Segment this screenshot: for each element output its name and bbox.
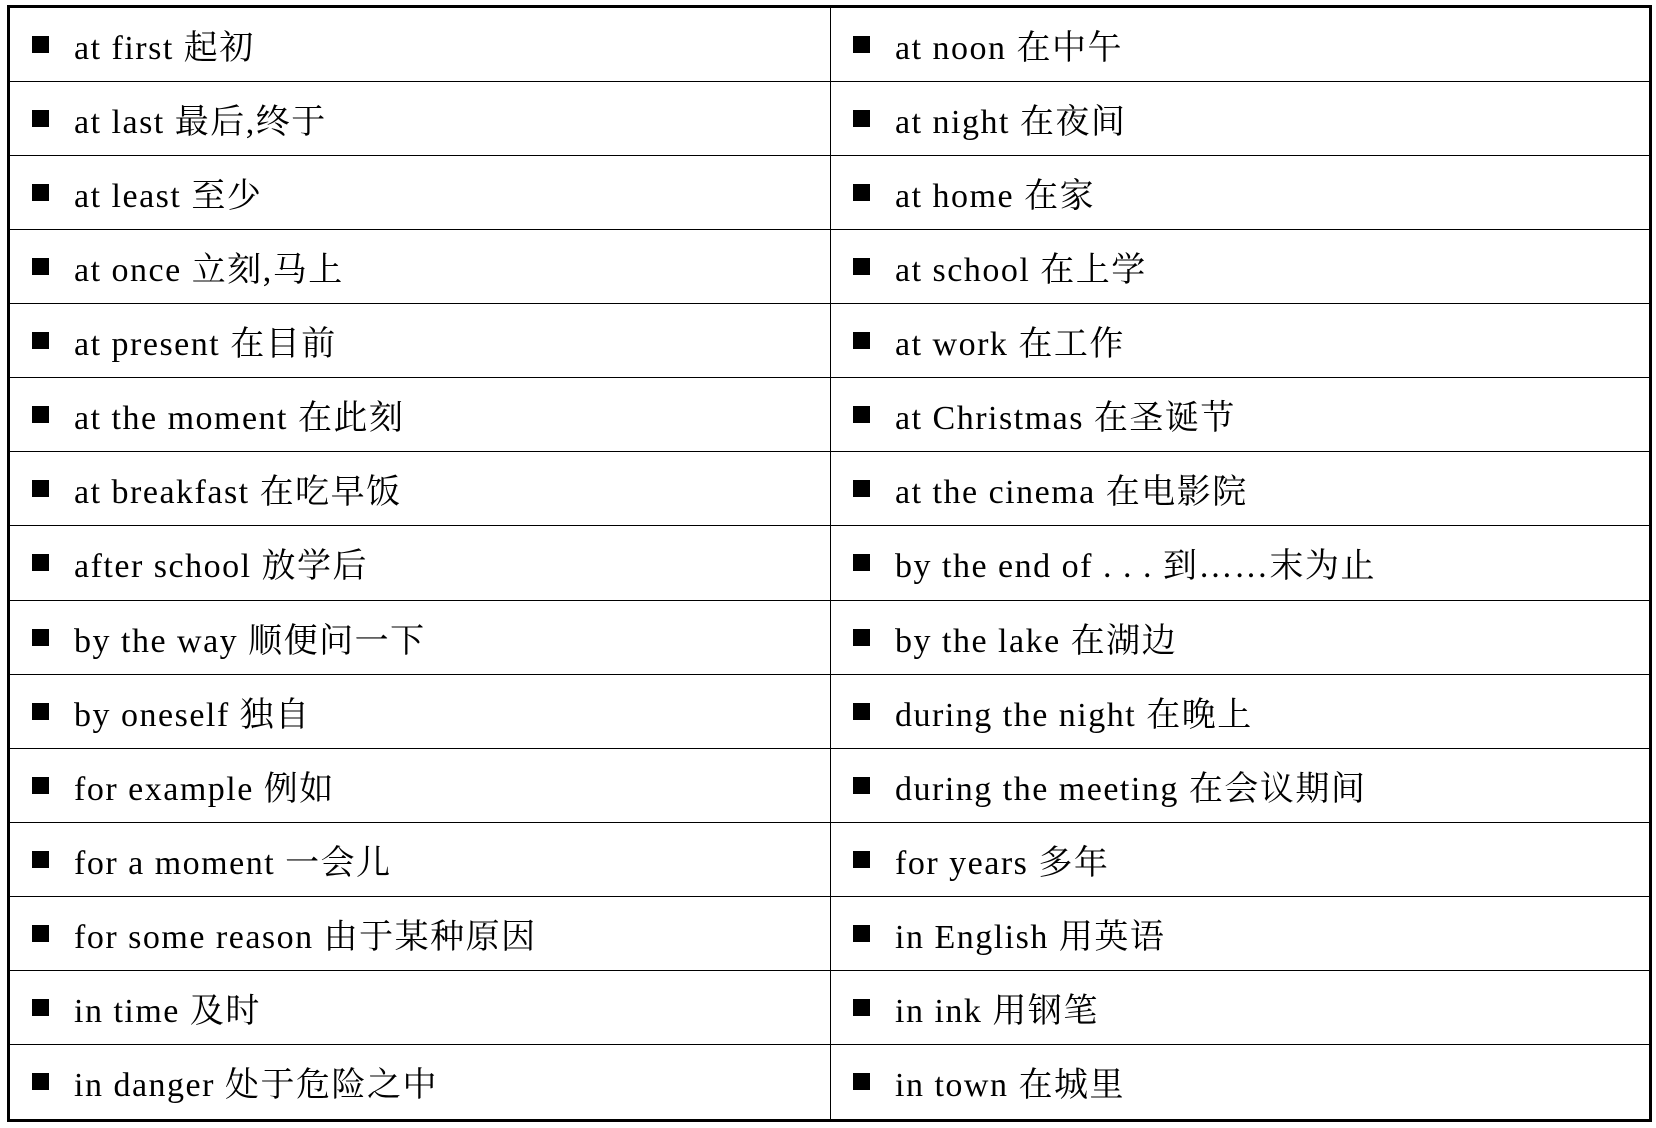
- phrase-cell-left: [10, 452, 831, 526]
- phrase-text: at home 在家: [895, 178, 1096, 216]
- phrase-cell-left: [10, 1045, 831, 1119]
- phrase-cell-right: [831, 675, 1649, 749]
- phrase-text: by oneself 独自: [74, 696, 311, 734]
- phrase-text: in danger 处于危险之中: [74, 1067, 438, 1105]
- phrase-cell-right: [831, 82, 1649, 156]
- phrase-cell-left: [10, 304, 831, 378]
- square-bullet-icon: [32, 554, 49, 571]
- phrase-cell-right: [831, 156, 1649, 230]
- square-bullet-icon: [853, 184, 870, 201]
- square-bullet-icon: [853, 258, 870, 275]
- phrase-cell-right: [831, 452, 1649, 526]
- square-bullet-icon: [32, 406, 49, 423]
- phrase-cell-right: [831, 8, 1649, 82]
- phrase-text: in ink 用钢笔: [895, 992, 1099, 1030]
- phrase-cell-right: [831, 971, 1649, 1045]
- phrase-text: in town 在城里: [895, 1067, 1125, 1105]
- phrase-text: at the cinema 在电影院: [895, 474, 1248, 512]
- phrase-text: at work 在工作: [895, 326, 1125, 364]
- phrase-cell-left: [10, 156, 831, 230]
- phrase-cell-right: [831, 601, 1649, 675]
- phrase-text: at Christmas 在圣诞节: [895, 400, 1236, 438]
- phrase-cell-right: [831, 749, 1649, 823]
- phrase-cell-left: [10, 8, 831, 82]
- square-bullet-icon: [853, 629, 870, 646]
- square-bullet-icon: [853, 36, 870, 53]
- square-bullet-icon: [853, 999, 870, 1016]
- square-bullet-icon: [32, 851, 49, 868]
- phrase-text: for some reason 由于某种原因: [74, 918, 537, 956]
- phrase-text: during the night 在晚上: [895, 696, 1253, 734]
- phrase-cell-left: [10, 675, 831, 749]
- phrase-text: at once 立刻,马上: [74, 252, 344, 290]
- square-bullet-icon: [32, 629, 49, 646]
- square-bullet-icon: [32, 258, 49, 275]
- phrase-text: during the meeting 在会议期间: [895, 770, 1367, 808]
- phrase-cell-left: [10, 230, 831, 304]
- phrase-text: in time 及时: [74, 992, 261, 1030]
- phrase-table: [7, 5, 1652, 1122]
- phrase-text: at first 起初: [74, 30, 255, 68]
- phrase-text: at last 最后,终于: [74, 104, 327, 142]
- phrase-text: at present 在目前: [74, 326, 337, 364]
- square-bullet-icon: [853, 554, 870, 571]
- phrase-text: for example 例如: [74, 770, 335, 808]
- square-bullet-icon: [853, 925, 870, 942]
- phrase-cell-left: [10, 971, 831, 1045]
- square-bullet-icon: [853, 480, 870, 497]
- square-bullet-icon: [32, 925, 49, 942]
- square-bullet-icon: [853, 851, 870, 868]
- phrase-cell-left: [10, 601, 831, 675]
- square-bullet-icon: [32, 480, 49, 497]
- phrase-text: for years 多年: [895, 844, 1110, 882]
- phrase-text: at night 在夜间: [895, 104, 1127, 142]
- phrase-cell-right: [831, 526, 1649, 600]
- phrase-cell-left: [10, 82, 831, 156]
- phrase-text: by the way 顺便问一下: [74, 622, 426, 660]
- phrase-text: after school 放学后: [74, 548, 369, 586]
- phrase-cell-right: [831, 1045, 1649, 1119]
- phrase-cell-right: [831, 823, 1649, 897]
- phrase-text: by the end of . . . 到……末为止: [895, 548, 1376, 586]
- phrase-cell-right: [831, 230, 1649, 304]
- phrase-text: at least 至少: [74, 178, 263, 216]
- square-bullet-icon: [32, 1073, 49, 1090]
- phrase-text: at the moment 在此刻: [74, 400, 405, 438]
- phrase-cell-left: [10, 526, 831, 600]
- phrase-cell-left: [10, 378, 831, 452]
- square-bullet-icon: [32, 999, 49, 1016]
- square-bullet-icon: [853, 406, 870, 423]
- square-bullet-icon: [32, 36, 49, 53]
- square-bullet-icon: [32, 703, 49, 720]
- square-bullet-icon: [853, 332, 870, 349]
- phrase-text: at noon 在中午: [895, 30, 1124, 68]
- square-bullet-icon: [853, 777, 870, 794]
- phrase-cell-left: [10, 749, 831, 823]
- square-bullet-icon: [853, 703, 870, 720]
- phrase-cell-right: [831, 897, 1649, 971]
- phrase-cell-right: [831, 304, 1649, 378]
- square-bullet-icon: [32, 777, 49, 794]
- phrase-text: at breakfast 在吃早饭: [74, 474, 402, 512]
- phrase-text: at school 在上学: [895, 252, 1147, 290]
- square-bullet-icon: [32, 332, 49, 349]
- phrase-cell-right: [831, 378, 1649, 452]
- square-bullet-icon: [853, 110, 870, 127]
- phrase-text: by the lake 在湖边: [895, 622, 1178, 660]
- square-bullet-icon: [32, 110, 49, 127]
- phrase-text: for a moment 一会儿: [74, 844, 392, 882]
- phrase-text: in English 用英语: [895, 918, 1166, 956]
- phrase-cell-left: [10, 897, 831, 971]
- square-bullet-icon: [853, 1073, 870, 1090]
- square-bullet-icon: [32, 184, 49, 201]
- phrase-cell-left: [10, 823, 831, 897]
